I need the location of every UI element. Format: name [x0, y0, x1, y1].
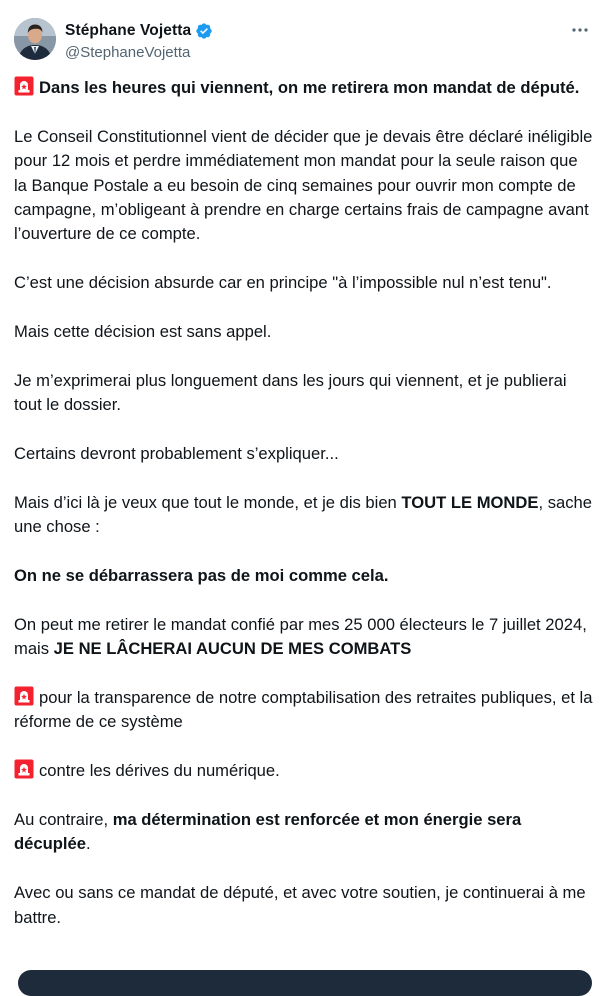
paragraph-6-start: Mais d’ici là je veux que tout le monde, et je dis bien: [14, 492, 402, 512]
paragraph-6: [14, 491, 594, 540]
display-name-row: [65, 21, 213, 41]
paragraph-11-end: .: [85, 834, 91, 854]
rotating-light-icon: [14, 76, 34, 96]
paragraph-1: Le Conseil Constitutionnel vient de décider que je devais être déclaré inéligible pour 12 mois et perdre immédiatement mon mandat pour la seule raison que la Banque Postale a eu besoin de cinq semaines pour ouvrir mon compte de campagne, m’obligeant à prendre en charge certains frais de campagne avant l’ouverture de ce compte.: [14, 126, 593, 244]
paragraph-3: Mais cette décision est sans appel.: [14, 322, 272, 342]
more-horizontal-icon[interactable]: [568, 20, 592, 40]
verified-badge-icon: [195, 22, 213, 40]
avatar[interactable]: [14, 18, 56, 60]
paragraph-4: Je m’exprimerai plus longuement dans les jours qui viennent, et je publierai tout le dossier.: [14, 370, 567, 415]
tweet-header: [14, 14, 596, 66]
paragraph-8-start: On peut me retirer le mandat confié par mes 25 000 électeurs le 7 juillet 2024, mais: [14, 614, 587, 659]
handle[interactable]: @StephaneVojetta: [65, 44, 191, 61]
paragraph-8-bold: JE NE LÂCHERAI AUCUN DE MES COMBATS: [53, 639, 412, 659]
paragraph-6-end: , sache une chose :: [14, 492, 592, 537]
paragraph-10: [14, 759, 594, 783]
rotating-light-icon: [14, 686, 34, 706]
paragraph-10-text: contre les dérives du numérique.: [39, 761, 280, 781]
paragraph-6-bold: TOUT LE MONDE: [401, 492, 539, 512]
paragraph-5: Certains devront probablement s’expliquer...: [14, 444, 339, 464]
rotating-light-icon: [14, 759, 34, 779]
tweet-text: [14, 76, 594, 930]
paragraph-2: C’est une décision absurde car en principe "à l’impossible nul n’est tenu".: [14, 273, 552, 293]
profile-photo-icon: [14, 18, 56, 60]
tweet-headline: [14, 76, 594, 100]
author-names: [65, 21, 213, 61]
paragraph-9-text: pour la transparence de notre comptabilisation des retraites publiques, et la réforme de ce système: [14, 688, 593, 732]
paragraph-11: [14, 808, 594, 857]
paragraph-8: [14, 613, 594, 662]
embedded-card-edge[interactable]: [18, 970, 592, 996]
paragraph-11-start: Au contraire,: [14, 810, 113, 830]
paragraph-7: On ne se débarrassera pas de moi comme cela.: [14, 566, 389, 586]
headline-text: Dans les heures qui viennent, on me retirera mon mandat de député.: [39, 78, 580, 97]
display-name[interactable]: Stéphane Vojetta: [65, 22, 192, 39]
paragraph-9: [14, 686, 594, 735]
paragraph-11-bold: ma détermination est renforcée et mon énergie sera décuplée: [14, 810, 522, 854]
paragraph-12: Avec ou sans ce mandat de député, et avec votre soutien, je continuerai à me battre.: [14, 883, 586, 927]
